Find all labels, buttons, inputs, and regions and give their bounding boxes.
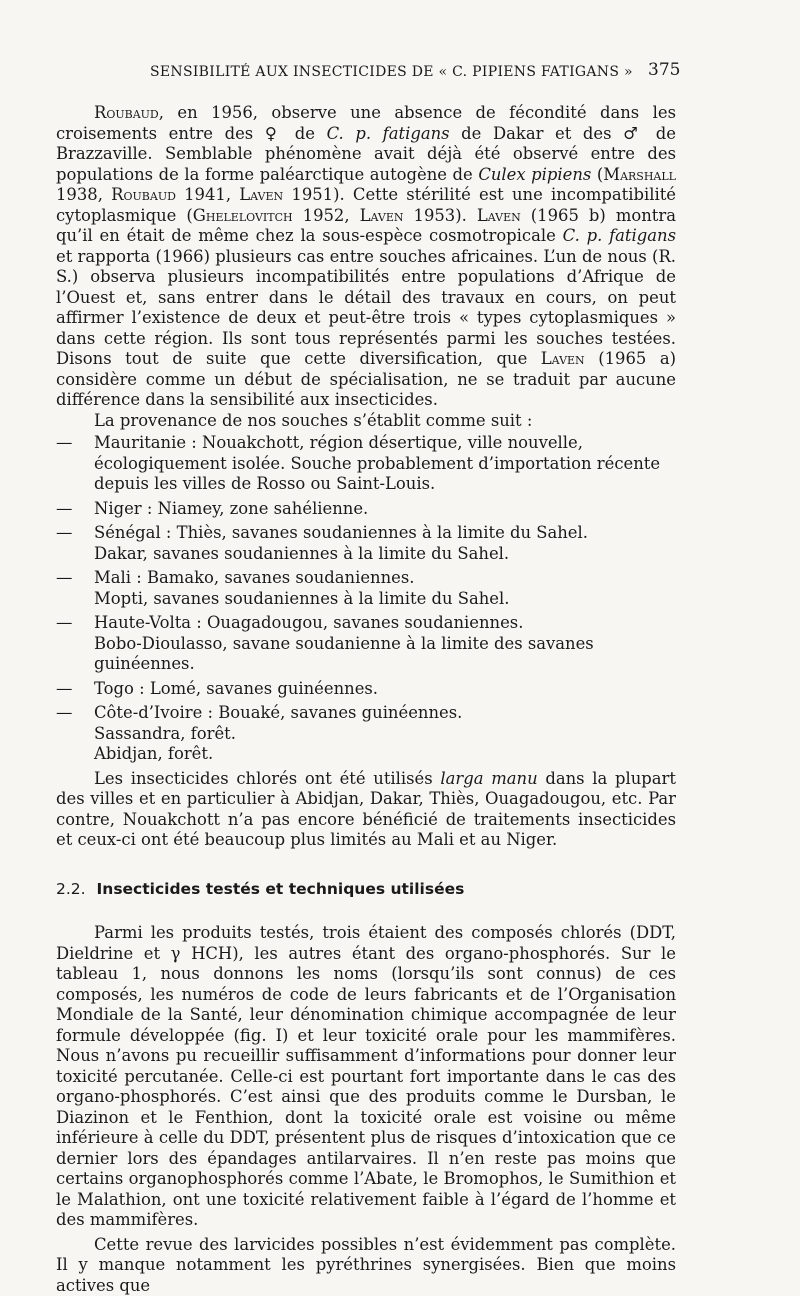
list-item: [56, 568, 676, 609]
p1-run: Laven: [360, 206, 404, 225]
list-item-text: [94, 703, 676, 765]
list-item: [56, 433, 676, 495]
list-dash: —: [56, 703, 94, 765]
list-item-line: Haute-Volta : Ouagadougou, savanes soudaniennes.: [94, 613, 676, 634]
list-item-line: Mali : Bamako, savanes soudaniennes.: [94, 568, 676, 589]
list-item: [56, 679, 676, 700]
section-title: Insecticides testés et techniques utilisées: [97, 880, 465, 898]
p1-run: Laven: [541, 349, 585, 368]
p1-run: 1953).: [403, 206, 476, 225]
list-item: [56, 499, 676, 520]
running-header: SENSIBILITÉ AUX INSECTICIDES DE « C. PIPIENS FATIGANS »: [150, 64, 633, 80]
list-item-line: Dakar, savanes soudaniennes à la limite du Sahel.: [94, 544, 676, 565]
p1-run: et rapporta (1966) plusieurs cas entre souches africaines. L’un de nous (R. S.) observa plusieurs incompatibilités entre populations d’Afrique de l’Ouest et, sans entrer dans le détail des travaux en cours, on peut affirmer l’existence de deux et peut-être trois « types cytoplasmiques » dans cette région. Ils sont tous représentés parmi les souches testées. Disons tout de suite que cette diversification, que: [56, 247, 676, 369]
p1-run: 1951). Cette stérilité est une incompatibilité cytoplasmique (: [56, 185, 676, 225]
paragraph-cytoplasmic-incompatibility: [56, 103, 676, 411]
p1-run: de Dakar et des ♂ de Brazzaville. Semblable phénomène avait déjà été observé entre des populations de la forme paléarctique autogène de: [56, 124, 676, 184]
p1-run: , en 1956, observe une absence de fécondité dans les croisements entre des ♀ de: [56, 103, 676, 143]
paragraph-larvicides-review: Cette revue des larvicides possibles n’est évidemment pas complète. Il y manque notamment les pyréthrines synergisées. Bien que moins actives que: [56, 1235, 676, 1296]
p1-run: Culex pipiens: [478, 165, 591, 184]
body-text: [56, 103, 676, 1296]
list-item-text: [94, 499, 676, 520]
section-number: 2.2.: [56, 880, 86, 898]
p1-run: Roubaud: [94, 103, 159, 122]
list-item-line: Bobo-Dioulasso, savane soudanienne à la limite des savanes guinéennes.: [94, 634, 676, 675]
p1-run: Roubaud: [111, 185, 176, 204]
list-item: [56, 703, 676, 765]
list-dash: —: [56, 613, 94, 675]
p1-run: 1938,: [56, 185, 111, 204]
p3-run: dans la plupart des villes et en particulier à Abidjan, Dakar, Thiès, Ouagadougou, etc. Par contre, Nouakchott n’a pas encore bénéficié de traitements insecticides et ceux-ci ont été beaucoup plus limités au Mali et au Niger.: [56, 769, 676, 850]
list-item-line: Mopti, savanes soudaniennes à la limite du Sahel.: [94, 589, 676, 610]
p1-run: 1941,: [176, 185, 239, 204]
p1-run: (1965 b) montra qu’il en était de même chez la sous-espèce cosmotropicale: [56, 206, 676, 246]
paragraph-strain-origins-intro: La provenance de nos souches s’établit comme suit :: [56, 411, 676, 432]
list-item-line: Abidjan, forêt.: [94, 744, 676, 765]
section-heading: [56, 879, 676, 900]
list-dash: —: [56, 568, 94, 609]
list-item-text: [94, 523, 676, 564]
p1-run: 1952,: [293, 206, 360, 225]
list-dash: —: [56, 499, 94, 520]
p1-run: Laven: [477, 206, 521, 225]
p1-run: (: [591, 165, 603, 184]
list-dash: —: [56, 523, 94, 564]
p1-run: C. p. fatigans: [563, 226, 676, 245]
list-item-text: [94, 679, 676, 700]
list-item-line: Mauritanie : Nouakchott, région désertique, ville nouvelle, écologiquement isolée. Souche probablement d’importation récente depuis les villes de Rosso ou Saint-Louis.: [94, 433, 676, 495]
p3-run: Les insecticides chlorés ont été utilisés: [94, 769, 440, 788]
paragraph-tested-products: Parmi les produits testés, trois étaient des composés chlorés (DDT, Dieldrine et γ HCH), les autres étant des organo-phosphorés. Sur le tableau 1, nous donnons les noms (lorsqu’ils sont connus) de ces composés, les numéros de code de leurs fabricants et de l’Organisation Mondiale de la Santé, leur dénomination chimique accompagnée de leur formule développée (fig. I) et leur toxicité orale pour les mammifères. Nous n’avons pu recueillir suffisamment d’informations pour donner leur toxicité percutanée. Celle-ci est pourtant fort importante dans le cas des organo-phosphorés. C’est ainsi que des produits comme le Dursban, le Diazinon et le Fenthion, dont la toxicité orale est voisine ou même inférieure à celle du DDT, présentent plus de risques d’intoxication que ce dernier lors des épandages antilarvaires. Il n’en reste pas moins que certains organophosphorés comme l’Abate, le Bromophos, le Sumithion et le Malathion, ont une toxicité relativement faible à l’égard de l’homme et des mammifères.: [56, 923, 676, 1231]
list-item-text: [94, 613, 676, 675]
list-dash: —: [56, 679, 94, 700]
list-item-line: Côte-d’Ivoire : Bouaké, savanes guinéennes.: [94, 703, 676, 724]
list-item-line: Sassandra, forêt.: [94, 724, 676, 745]
list-item: [56, 523, 676, 564]
list-item-line: Togo : Lomé, savanes guinéennes.: [94, 679, 676, 700]
p1-run: (1965 a) considère comme un début de spécialisation, ne se traduit par aucune différence dans la sensibilité aux insecticides.: [56, 349, 676, 409]
p1-run: Marshall: [603, 165, 676, 184]
p1-run: Laven: [239, 185, 283, 204]
list-dash: —: [56, 433, 94, 495]
p1-run: Ghelelovitch: [193, 206, 293, 225]
list-item-line: Niger : Niamey, zone sahélienne.: [94, 499, 676, 520]
list-item: [56, 613, 676, 675]
paragraph-chlorinated-usage: [56, 769, 676, 851]
page-number: 375: [648, 60, 680, 80]
list-item-text: [94, 568, 676, 609]
p3-run: larga manu: [440, 769, 537, 788]
p1-run: C. p. fatigans: [327, 124, 450, 143]
list-item-text: [94, 433, 676, 495]
strain-origins-list: [56, 433, 676, 765]
list-item-line: Sénégal : Thiès, savanes soudaniennes à la limite du Sahel.: [94, 523, 676, 544]
